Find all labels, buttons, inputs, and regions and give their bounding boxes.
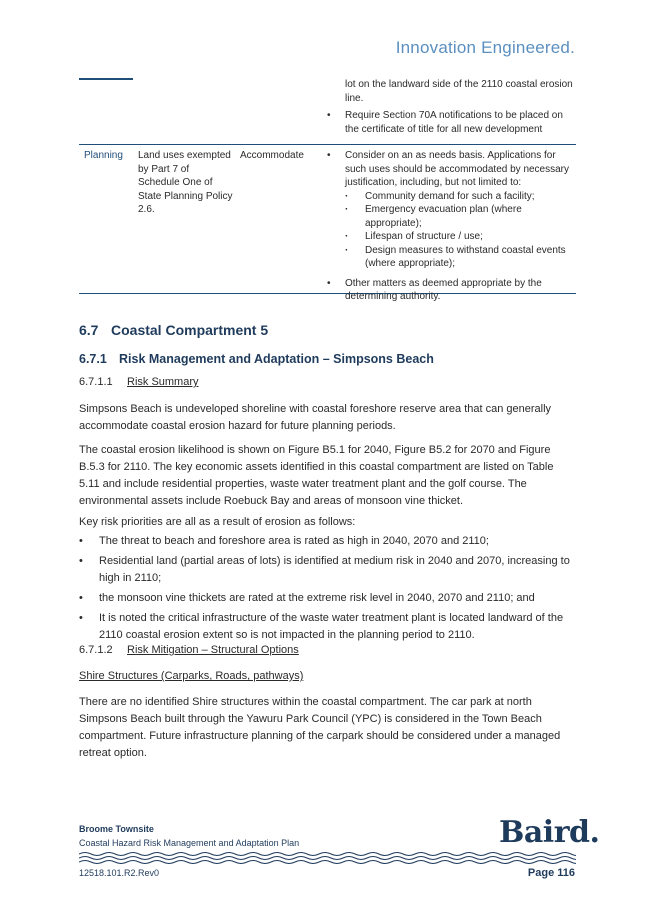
action-bullet-2: • Other matters as deemed appropriate by the determining authority. <box>327 277 572 304</box>
section-number: 6.7 <box>79 322 99 338</box>
paragraph-shire-structures: There are no identified Shire structures within the coastal compartment. The car park at north Simpsons Beach built through the Yawuru Park Council (YPC) is considered in the Town Beach compartment. Future infrastructure planning of the carpark should be considered under a managed retreat option. <box>79 696 561 759</box>
subsection-heading <box>79 352 434 366</box>
shire-structures-heading: Shire Structures (Carparks, Roads, pathways) <box>79 670 304 682</box>
list-item: • The threat to beach and foreshore area is rated as high in 2040, 2070 and 2110; <box>79 533 576 550</box>
section-title: Coastal Compartment 5 <box>111 322 269 338</box>
row-land-use: Land uses exempted by Part 7 of Schedule One of State Planning Policy 2.6. <box>138 150 233 215</box>
wave-divider-icon <box>79 850 576 864</box>
risk-mitigation-title: Risk Mitigation – Structural Options <box>127 644 299 656</box>
table-row-continued <box>79 70 576 145</box>
planning-table <box>79 70 576 302</box>
continued-text: lot on the landward side of the 2110 coastal erosion line. <box>345 79 573 104</box>
risk-summary-heading <box>79 376 199 388</box>
row-actions <box>327 149 572 308</box>
row-response: Accommodate <box>240 150 304 161</box>
sub-item: · Lifespan of structure / use; <box>345 230 572 244</box>
risk-mitigation-heading <box>79 644 299 656</box>
risk-summary-title: Risk Summary <box>127 376 199 388</box>
risk-mitigation-number: 6.7.1.2 <box>79 644 113 656</box>
risk-summary-number: 6.7.1.1 <box>79 376 113 388</box>
sub-item: · Emergency evacuation plan (where appropriate); <box>345 203 572 230</box>
subsection-number: 6.7.1 <box>79 352 107 366</box>
page-number: Page 116 <box>527 867 575 879</box>
paragraph-priorities: Key risk priorities are all as a result of erosion as follows: <box>79 516 356 528</box>
paragraph-intro: Simpsons Beach is undeveloped shoreline with coastal foreshore reserve area that can generally accommodate coastal erosion hazard for future planning periods. <box>79 403 552 432</box>
list-item: • the monsoon vine thickets are rated at the extreme risk level in 2040, 2070 and 2110; and <box>79 590 576 607</box>
sub-item: · Design measures to withstand coastal events (where appropriate); <box>345 244 572 271</box>
table-row-planning <box>79 145 576 302</box>
document-code: 12518.101.R2.Rev0 <box>79 868 160 878</box>
subsection-title: Risk Management and Adaptation – Simpsons Beach <box>119 352 434 366</box>
continued-cell <box>327 78 576 136</box>
continued-bullet: • Require Section 70A notifications to be placed on the certificate of title for all new development <box>327 109 576 136</box>
footer-title: Broome Townsite <box>79 824 154 834</box>
paragraph-likelihood: The coastal erosion likelihood is shown on Figure B5.1 for 2040, Figure B5.2 for 2070 and Figure B.5.3 for 2110. The key economic assets identified in this coastal compartment are listed on Table 5.11 and include residential properties, waste water treatment plant and the golf course. The environmental assets include Roebuck Bay and areas of monsoon vine thicket. <box>79 444 554 507</box>
brand-tagline: Innovation Engineered. <box>395 38 575 57</box>
list-item: • Residential land (partial areas of lots) is identified at medium risk in 2040 and 2070, increasing to high in 2110; <box>79 553 576 587</box>
section-heading <box>79 322 268 338</box>
footer-subtitle: Coastal Hazard Risk Management and Adaptation Plan <box>79 838 300 848</box>
action-bullet-1: • Consider on an as needs basis. Applications for such uses should be accommodated by necessary justification, including, but not limited to: <box>327 149 572 190</box>
row-category: Planning <box>84 150 123 161</box>
action-sub-list <box>327 190 572 271</box>
sub-item: · Community demand for such a facility; <box>345 190 572 204</box>
list-item: • It is noted the critical infrastructure of the waste water treatment plant is located landward of the 2110 coastal erosion extent so is not impacted in the planning period to 2110. <box>79 610 576 644</box>
baird-logo: Baird. <box>499 815 600 850</box>
risk-bullet-list <box>79 533 576 647</box>
